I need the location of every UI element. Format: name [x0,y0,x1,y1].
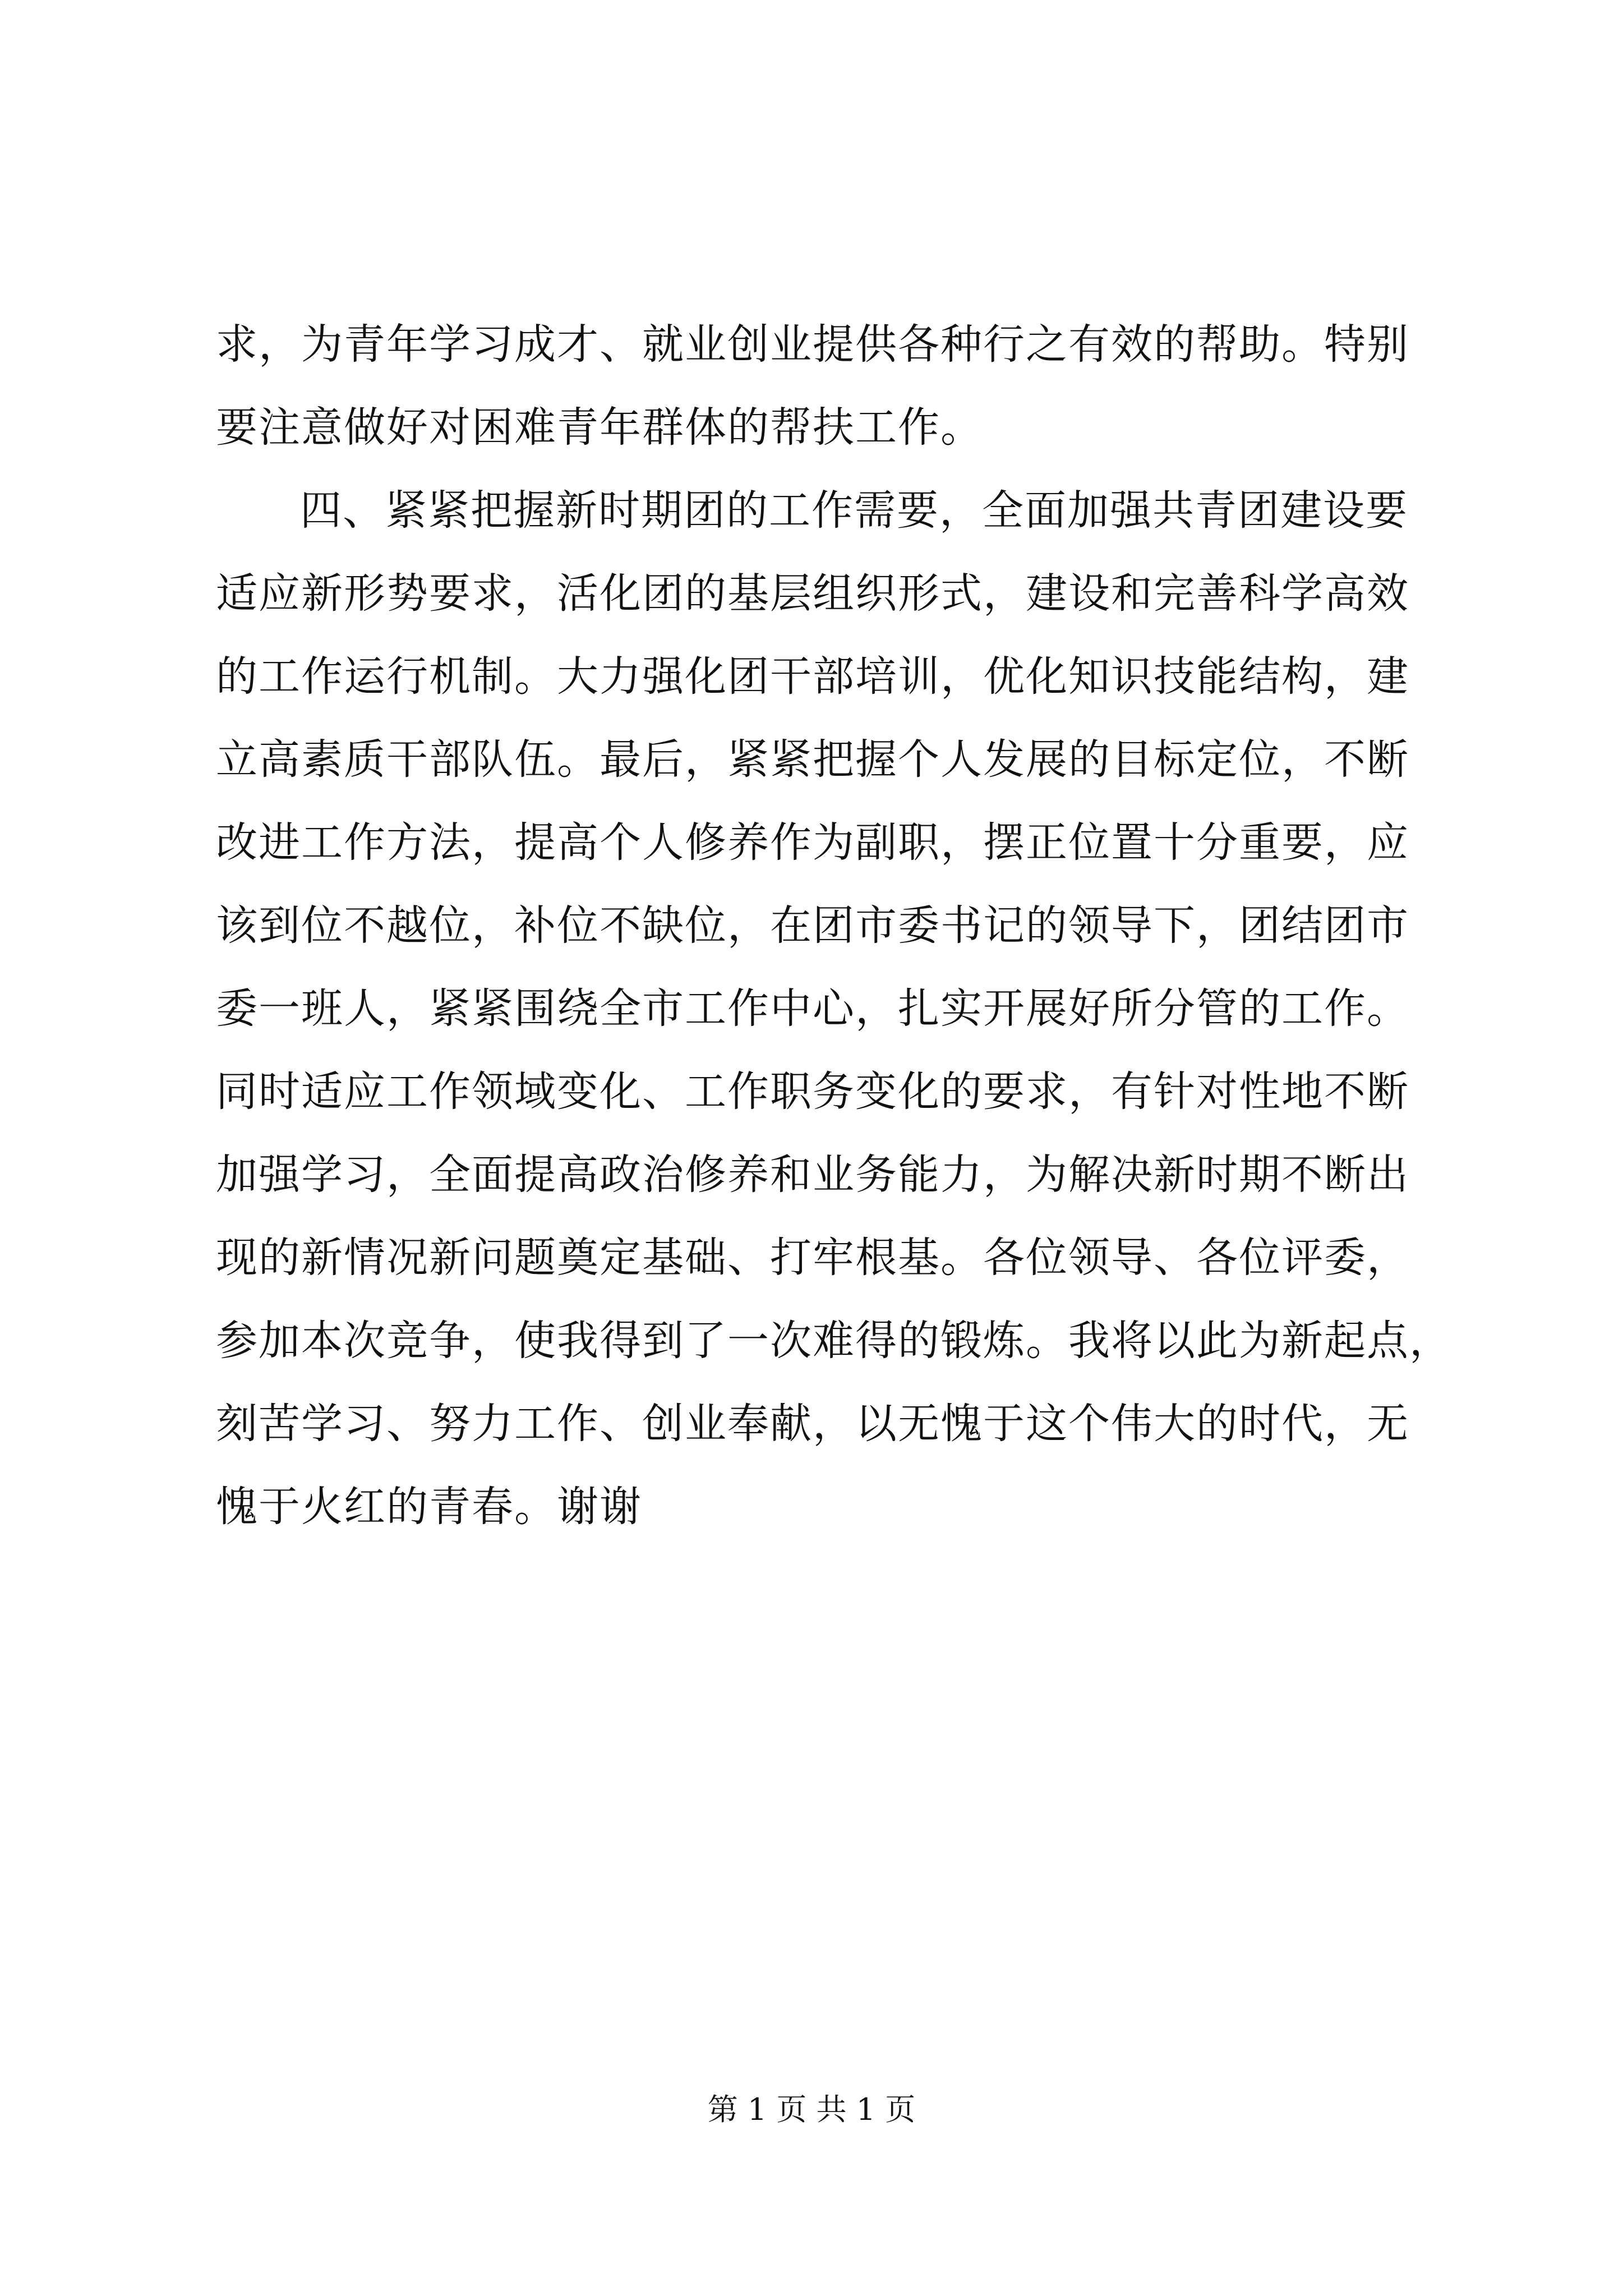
text-line: 参加本次竞争，使我得到了一次难得的锻炼。我将以此为新起点， [216,1317,1452,1365]
text-line: 委一班人，紧紧围绕全市工作中心，扎实开展好所分管的工作。 [216,984,1409,1033]
text-line: 要注意做好对困难青年群体的帮扶工作。 [216,403,983,452]
paragraph-start-line: 四、紧紧把握新时期团的工作需要，全面加强共青团建设要 [300,486,1408,535]
text-line: 适应新形势要求，活化团的基层组织形式，建设和完善科学高效 [216,569,1409,618]
text-line: 现的新情况新问题奠定基础、打牢根基。各位领导、各位评委， [216,1234,1409,1282]
body-text [216,303,1452,1548]
text-line: 刻苦学习、努力工作、创业奉献，以无愧于这个伟大的时代，无 [216,1400,1409,1448]
page-number-footer: 第 1 页 共 1 页 [707,2092,916,2127]
text-line: 的工作运行机制。大力强化团干部培训，优化知识技能结构，建 [216,652,1409,701]
text-line: 立高素质干部队伍。最后，紧紧把握个人发展的目标定位，不断 [216,735,1409,784]
text-line: 改进工作方法，提高个人修养作为副职，摆正位置十分重要，应 [216,818,1409,867]
text-line: 该到位不越位，补位不缺位，在团市委书记的领导下，团结团市 [216,901,1409,950]
text-line: 求，为青年学习成才、就业创业提供各种行之有效的帮助。特别 [216,320,1409,369]
text-line: 加强学习，全面提高政治修养和业务能力，为解决新时期不断出 [216,1151,1409,1199]
text-line: 愧于火红的青春。谢谢 [216,1483,642,1531]
text-line: 同时适应工作领域变化、工作职务变化的要求，有针对性地不断 [216,1068,1409,1116]
